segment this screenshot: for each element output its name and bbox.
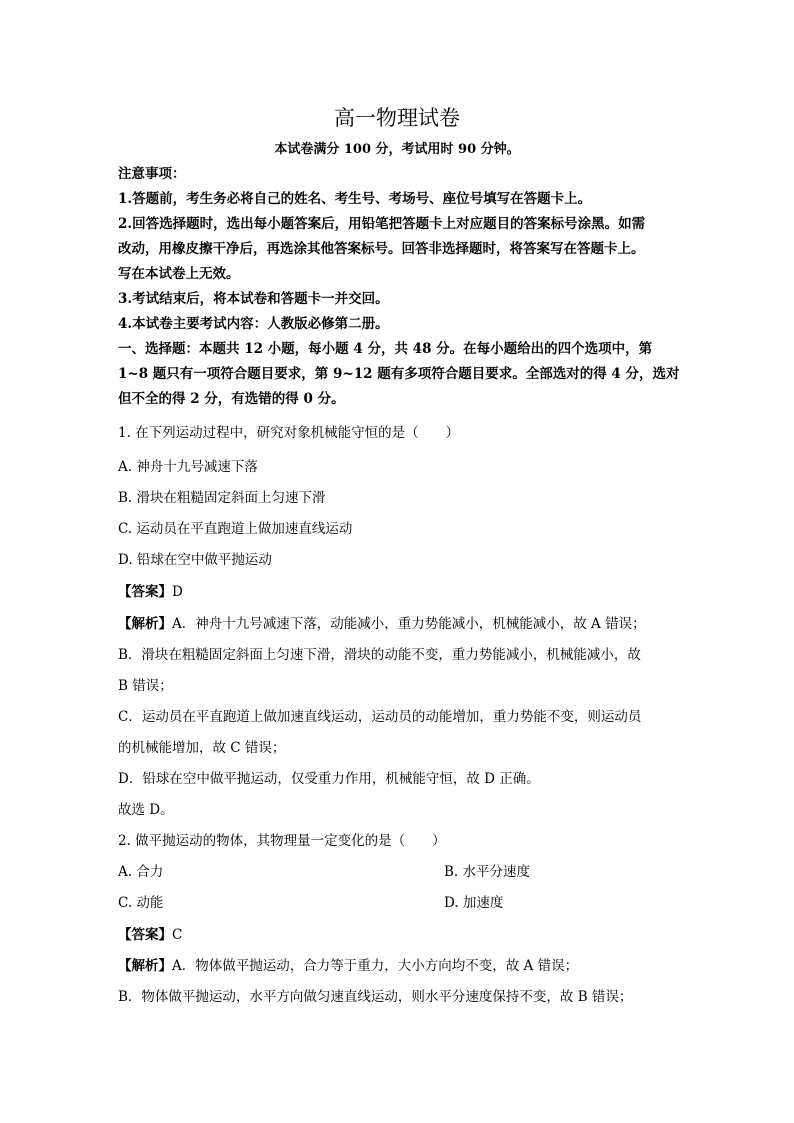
section-intro-line: 1~8 题只有一项符合题目要求，第 9~12 题有多项符合题目要求。全部选对的得 4 分，选对 bbox=[118, 366, 680, 382]
section-intro-line: 一、选择题：本题共 12 小题，每小题 4 分，共 48 分。在每小题给出的四个选项中，第 bbox=[118, 341, 653, 357]
question-2-analysis-line bbox=[118, 956, 678, 976]
notice-heading: 注意事项： bbox=[118, 166, 186, 182]
question-1-analysis-line: 的机械能增加，故 C 错误； bbox=[118, 740, 286, 756]
notice-line: 2.回答选择题时，选出每小题答案后，用铅笔把答题卡上对应题目的答案标号涂黑。如需 bbox=[118, 216, 646, 232]
section-intro-line: 但不全的得 2 分，有选错的得 0 分。 bbox=[118, 391, 345, 407]
notice-line: 改动，用橡皮擦干净后，再选涂其他答案标号。回答非选择题时，将答案写在答题卡上。 bbox=[118, 241, 645, 257]
page-title: 高一物理试卷 bbox=[334, 106, 460, 130]
question-2-stem: 2. 做平抛运动的物体，其物理量一定变化的是（ ） bbox=[118, 833, 446, 849]
analysis-tag: 【解析】 bbox=[118, 958, 172, 974]
question-1-analysis-line: B 错误； bbox=[118, 678, 173, 694]
answer-value: C bbox=[172, 927, 183, 943]
question-1-option-c: C. 运动员在平直跑道上做加速直线运动 bbox=[118, 521, 353, 537]
question-2-analysis-line: B．物体做平抛运动，水平方向做匀速直线运动，则水平分速度保持不变，故 B 错误； bbox=[118, 989, 633, 1005]
question-1-stem: 1. 在下列运动过程中，研究对象机械能守恒的是（ ） bbox=[118, 425, 460, 441]
notice-line: 4.本试卷主要考试内容：人教版必修第二册。 bbox=[118, 316, 389, 332]
answer-tag: 【答案】 bbox=[118, 927, 172, 943]
question-1-analysis-line: D．铅球在空中做平抛运动，仅受重力作用，机械能守恒，故 D 正确。 bbox=[118, 771, 540, 787]
notice-line: 3.考试结束后，将本试卷和答题卡一并交回。 bbox=[118, 291, 389, 307]
question-1-option-d: D. 铅球在空中做平抛运动 bbox=[118, 552, 272, 568]
answer-value: D bbox=[172, 584, 183, 600]
analysis-tag: 【解析】 bbox=[118, 616, 172, 632]
question-1-answer bbox=[118, 582, 678, 602]
answer-tag: 【答案】 bbox=[118, 584, 172, 600]
question-1-analysis-line: 故选 D。 bbox=[118, 802, 174, 818]
notice-line: 写在本试卷上无效。 bbox=[118, 266, 240, 282]
question-2-option-a: A. 合力 bbox=[118, 864, 164, 880]
question-2-option-c: C. 动能 bbox=[118, 895, 164, 911]
analysis-text: A．神舟十九号减速下落，动能减小，重力势能减小，机械能减小，故 A 错误； bbox=[172, 616, 646, 632]
analysis-text: A．物体做平抛运动，合力等于重力，大小方向均不变，故 A 错误； bbox=[172, 958, 579, 974]
question-1-analysis-line: C．运动员在平直跑道上做加速直线运动，运动员的动能增加，重力势能不变，则运动员 bbox=[118, 709, 642, 725]
question-1-analysis-line: B．滑块在粗糙固定斜面上匀速下滑，滑块的动能不变，重力势能减小，机械能减小，故 bbox=[118, 647, 641, 663]
question-1-analysis-line bbox=[118, 614, 678, 634]
question-2-option-b: B. 水平分速度 bbox=[444, 864, 531, 880]
question-2-option-d: D. 加速度 bbox=[444, 895, 504, 911]
question-1-option-b: B. 滑块在粗糙固定斜面上匀速下滑 bbox=[118, 490, 326, 506]
notice-line: 1.答题前，考生务必将自己的姓名、考生号、考场号、座位号填写在答题卡上。 bbox=[118, 191, 592, 207]
question-2-answer bbox=[118, 925, 678, 945]
question-1-option-a: A. 神舟十九号减速下落 bbox=[118, 459, 258, 475]
exam-subtitle: 本试卷满分 100 分，考试用时 90 分钟。 bbox=[274, 142, 520, 157]
